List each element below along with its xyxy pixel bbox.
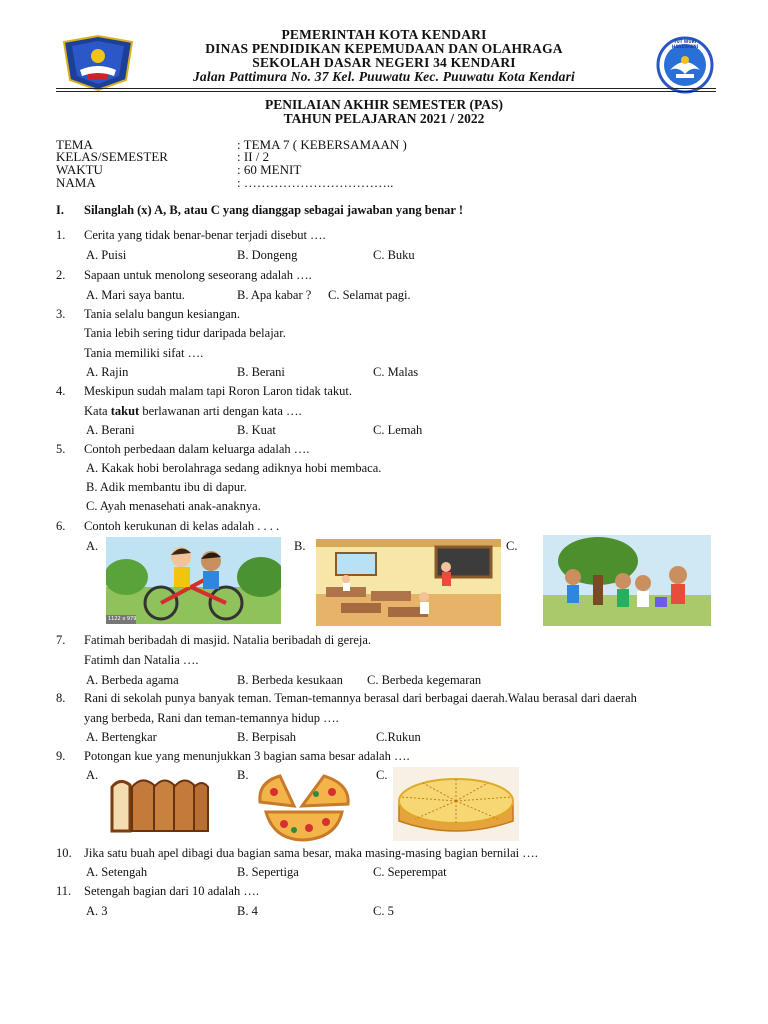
header-line2: DINAS PENDIDIKAN KEPEMUDAAN DAN OLAHRAGA	[205, 41, 563, 56]
exam-title: PENILAIAN AKHIR SEMESTER (PAS)	[265, 97, 503, 112]
q6-image-classroom[interactable]	[316, 539, 501, 626]
right-logo	[656, 36, 714, 94]
q11-option-b[interactable]: B. 4	[237, 904, 258, 918]
q10-number: 10.	[56, 846, 72, 860]
q4-option-a[interactable]: A. Berani	[86, 423, 135, 437]
header-line1: PEMERINTAH KOTA KENDARI	[281, 27, 487, 42]
q6-option-a-label[interactable]: A.	[86, 539, 99, 553]
q11-option-c[interactable]: C. 5	[373, 904, 394, 918]
q7-option-a[interactable]: A. Berbeda agama	[86, 673, 179, 687]
q1-option-b[interactable]: B. Dongeng	[237, 248, 298, 262]
header-rule-thin	[56, 91, 716, 92]
meta-value-nama: : ……………………………..	[237, 175, 394, 190]
q3-line2: Tania lebih sering tidur daripada belajar.	[84, 326, 286, 340]
q6-image-a-caption: 1122 x 979	[108, 616, 137, 622]
q4-line2-pre: Kata	[84, 404, 111, 418]
q2-number: 2.	[56, 268, 66, 282]
header-address: Jalan Pattimura No. 37 Kel. Puuwatu Kec. Puuwatu Kota Kendari	[192, 69, 576, 84]
meta-value-waktu: : 60 MENIT	[237, 162, 302, 177]
q2-option-a[interactable]: A. Mari saya bantu.	[86, 288, 185, 302]
q4-line2	[84, 404, 302, 419]
q10-text: Jika satu buah apel dibagi dua bagian sama besar, maka masing-masing bagian bernilai ….	[84, 846, 538, 860]
q10-option-b[interactable]: B. Sepertiga	[237, 865, 299, 879]
q9-image-cake[interactable]	[393, 767, 519, 841]
q2-option-c[interactable]: C. Selamat pagi.	[328, 288, 411, 302]
section-number: I.	[56, 203, 64, 217]
q4-keyword: takut	[110, 404, 140, 418]
meta-key-waktu: WAKTU	[56, 162, 103, 177]
q3-option-b[interactable]: B. Berani	[237, 365, 285, 379]
q3-line1: Tania selalu bangun kesiangan.	[84, 307, 241, 321]
header-line3: SEKOLAH DASAR NEGERI 34 KENDARI	[252, 55, 516, 70]
q4-number: 4.	[56, 384, 66, 398]
q9-number: 9.	[56, 749, 66, 763]
q6-image-friends-pushing[interactable]	[543, 535, 711, 626]
q9-option-b-label[interactable]: B.	[237, 768, 249, 782]
q6-text: Contoh kerukunan di kelas adalah . . . .	[84, 519, 280, 533]
q11-option-a[interactable]: A. 3	[86, 904, 108, 918]
q7-line1: Fatimah beribadah di masjid. Natalia beribadah di gereja.	[84, 633, 372, 647]
q7-option-b[interactable]: B. Berbeda kesukaan	[237, 673, 343, 687]
q6-image-children-bike[interactable]	[106, 537, 281, 624]
q8-number: 8.	[56, 691, 66, 705]
q8-option-a[interactable]: A. Bertengkar	[86, 730, 157, 744]
q11-number: 11.	[56, 884, 72, 898]
meta-value-kelas: : II / 2	[237, 149, 270, 164]
q4-line1: Meskipun sudah malam tapi Roron Laron tidak takut.	[84, 384, 353, 398]
q10-option-a[interactable]: A. Setengah	[86, 865, 148, 879]
q5-option-b[interactable]: B. Adik membantu ibu di dapur.	[86, 480, 247, 494]
q3-option-a[interactable]: A. Rajin	[86, 365, 129, 379]
meta-key-tema: TEMA	[56, 137, 93, 152]
q7-number: 7.	[56, 633, 66, 647]
q6-number: 6.	[56, 519, 66, 533]
q4-line2-post: berlawanan arti dengan kata ….	[139, 404, 302, 418]
q3-line3: Tania memiliki sifat ….	[84, 346, 204, 360]
meta-value-tema: : TEMA 7 ( KEBERSAMAAN )	[237, 137, 407, 152]
q5-option-c[interactable]: C. Ayah menasehati anak-anaknya.	[86, 499, 261, 513]
q8-option-c[interactable]: C.Rukun	[376, 730, 421, 744]
section-instruction: Silanglah (x) A, B, atau C yang dianggap sebagai jawaban yang benar !	[84, 203, 464, 217]
q6-option-b-label[interactable]: B.	[294, 539, 306, 553]
q2-text: Sapaan untuk menolong seseorang adalah ….	[84, 268, 312, 282]
exam-year: TAHUN PELAJARAN 2021 / 2022	[283, 111, 485, 126]
q6-option-c-label[interactable]: C.	[506, 539, 518, 553]
q8-line1: Rani di sekolah punya banyak teman. Teman-temannya berasal dari berbagai daerah.Walau berasal dari daerah	[84, 691, 637, 705]
q10-option-c[interactable]: C. Seperempat	[373, 865, 447, 879]
q5-text: Contoh perbedaan dalam keluarga adalah ….	[84, 442, 310, 456]
right-logo-text: TUT WURI HANDAYANI	[671, 39, 699, 49]
q9-image-bread[interactable]	[106, 773, 210, 837]
q1-option-c[interactable]: C. Buku	[373, 248, 415, 262]
q2-option-b[interactable]: B. Apa kabar ?	[237, 288, 312, 302]
q11-text: Setengah bagian dari 10 adalah ….	[84, 884, 259, 898]
q8-option-b[interactable]: B. Berpisah	[237, 730, 297, 744]
q5-option-a[interactable]: A. Kakak hobi berolahraga sedang adiknya hobi membaca.	[86, 461, 382, 475]
q3-number: 3.	[56, 307, 66, 321]
q4-option-b[interactable]: B. Kuat	[237, 423, 276, 437]
q9-option-c-label[interactable]: C.	[376, 768, 388, 782]
q9-option-a-label[interactable]: A.	[86, 768, 99, 782]
q3-option-c[interactable]: C. Malas	[373, 365, 419, 379]
meta-key-kelas: KELAS/SEMESTER	[56, 149, 168, 164]
q7-line2: Fatimh dan Natalia ….	[84, 653, 199, 667]
q1-option-a[interactable]: A. Puisi	[86, 248, 127, 262]
meta-key-nama: NAMA	[56, 175, 96, 190]
q9-image-pizza[interactable]	[254, 772, 354, 844]
q9-text: Potongan kue yang menunjukkan 3 bagian sama besar adalah ….	[84, 749, 410, 763]
q4-option-c[interactable]: C. Lemah	[373, 423, 423, 437]
header-rule	[56, 88, 716, 89]
q8-line2: yang berbeda, Rani dan teman-temannya hidup ….	[84, 711, 339, 725]
q1-number: 1.	[56, 228, 66, 242]
q1-text: Cerita yang tidak benar-benar terjadi disebut ….	[84, 228, 326, 242]
q5-number: 5.	[56, 442, 66, 456]
q7-option-c[interactable]: C. Berbeda kegemaran	[367, 673, 482, 687]
